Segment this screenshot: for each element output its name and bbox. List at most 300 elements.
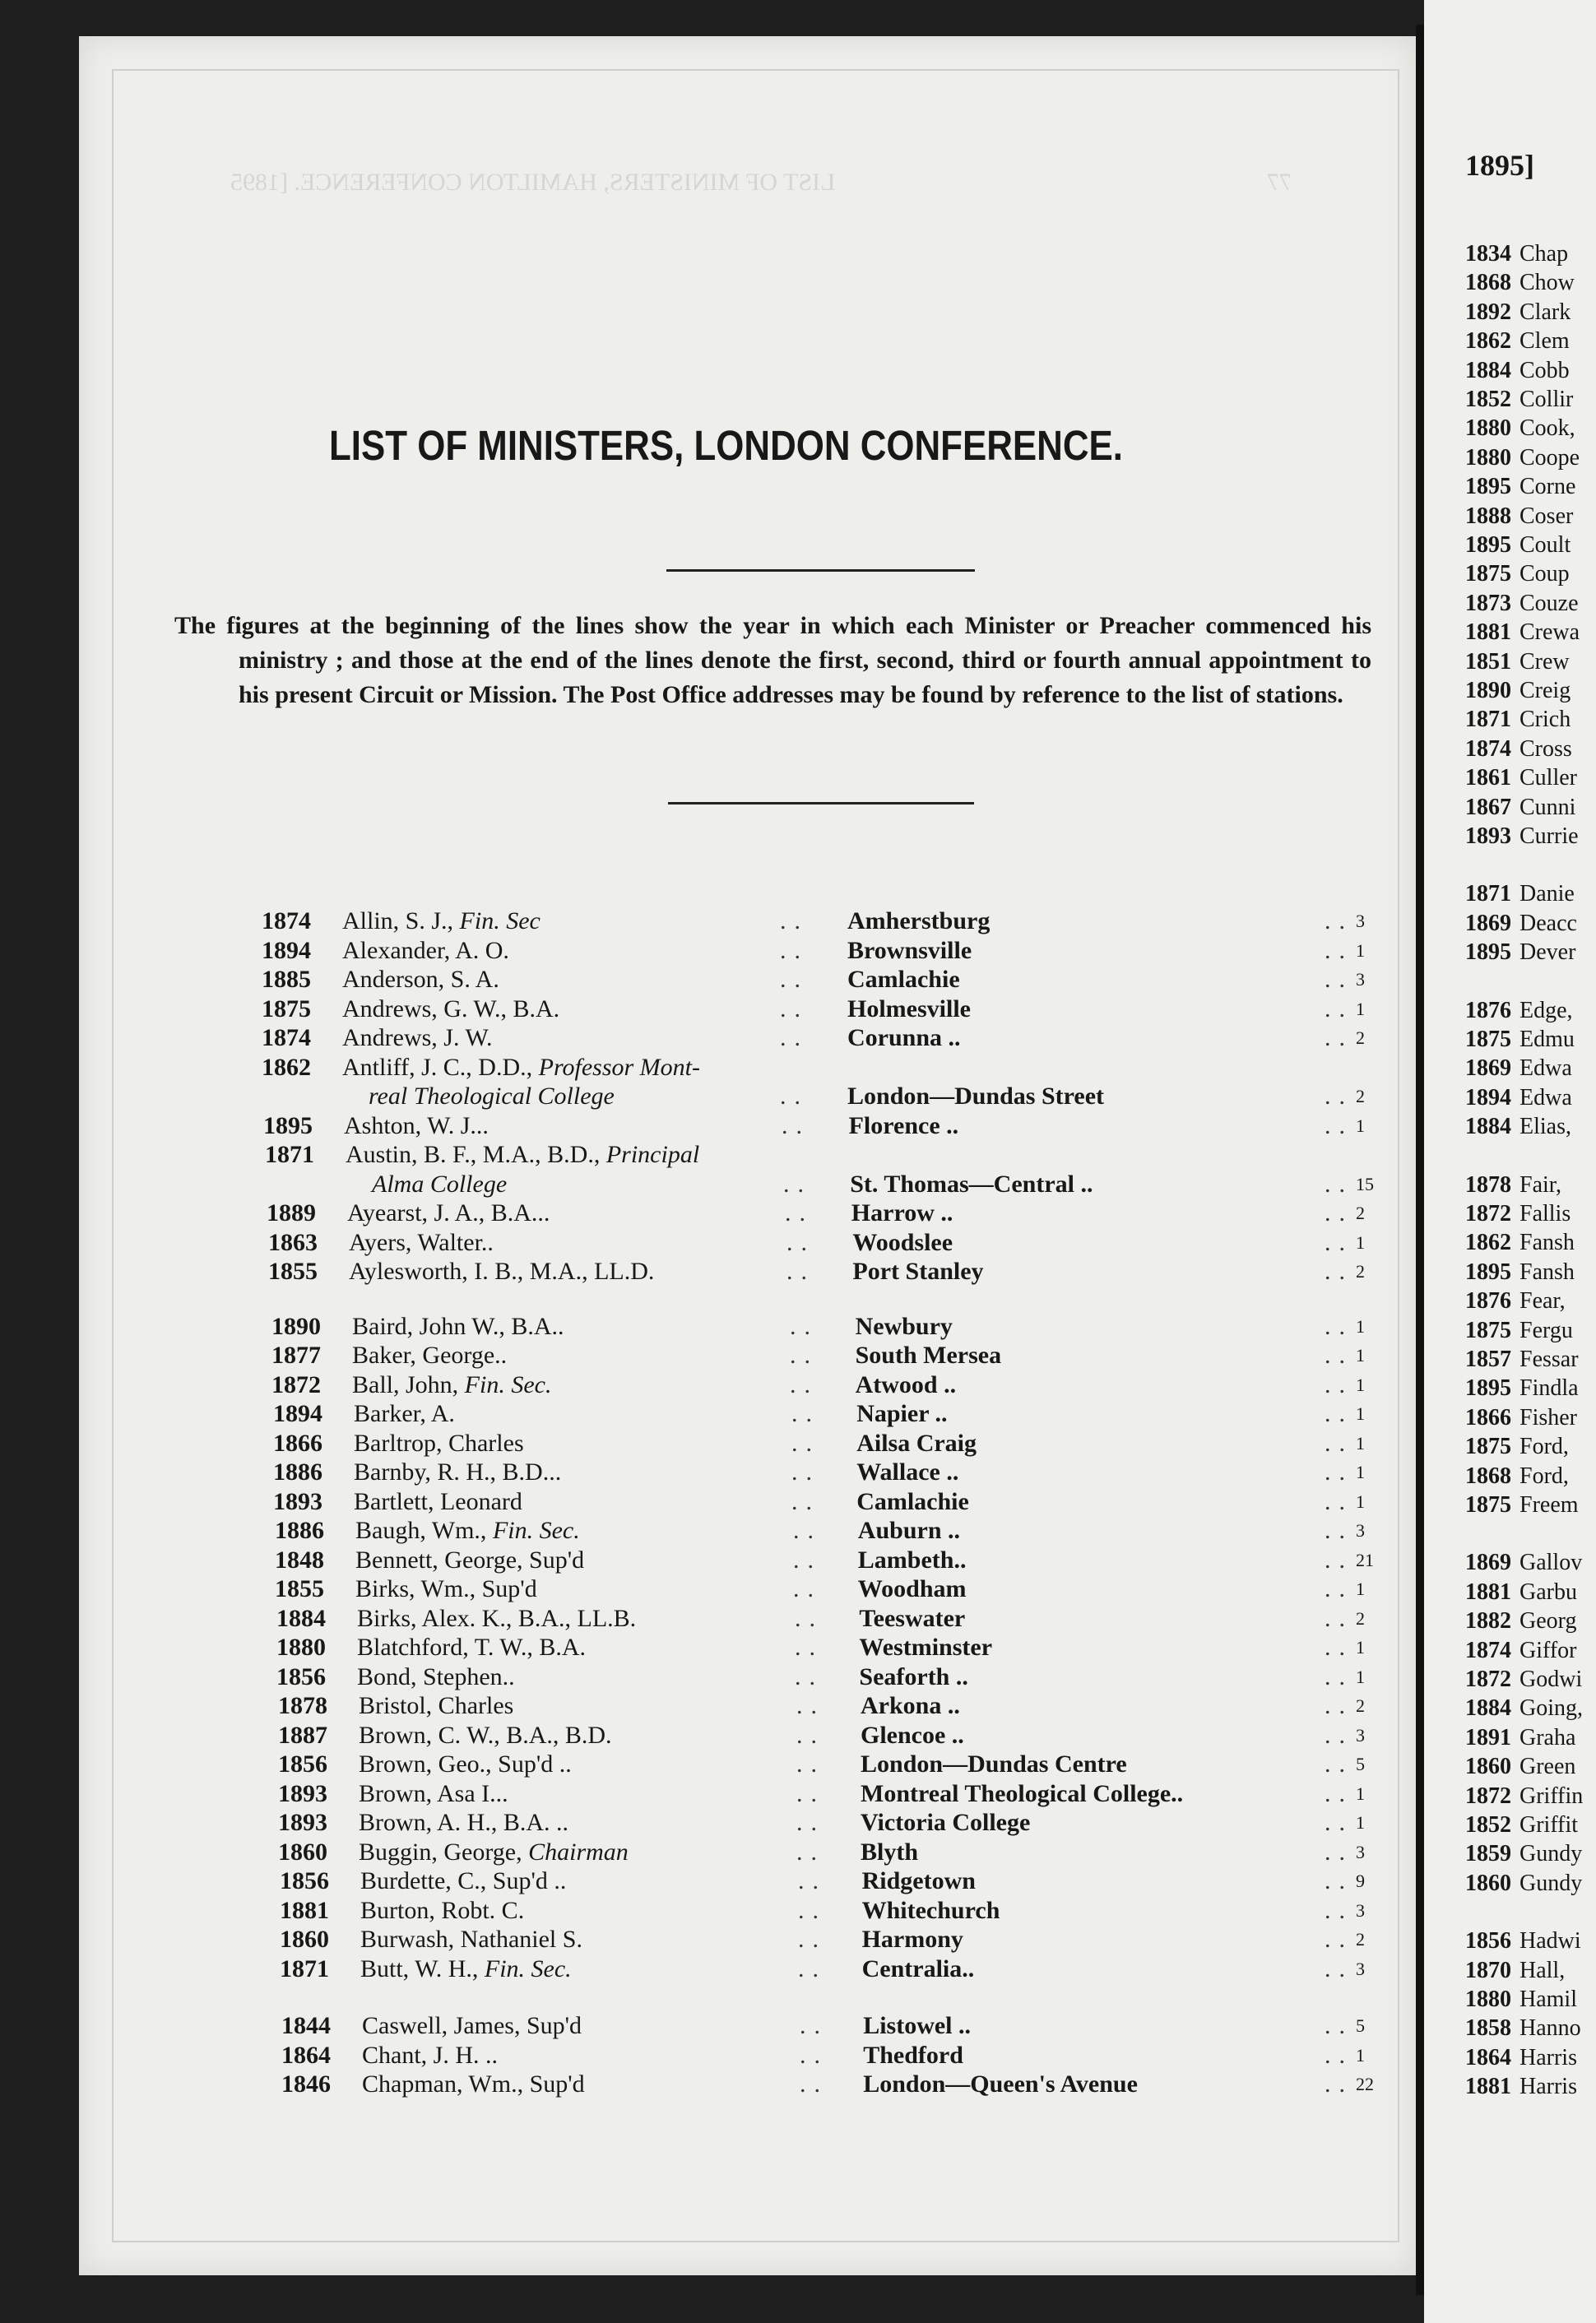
entry-station: St. Thomas—Central .. bbox=[850, 1171, 1093, 1198]
right-page-name: Garbu bbox=[1519, 1579, 1577, 1605]
right-page-year: 1881 bbox=[1465, 1579, 1511, 1605]
right-page-year: 1876 bbox=[1465, 997, 1511, 1023]
leader-dots: .. bbox=[1325, 1838, 1353, 1866]
entry-year: 1844 bbox=[281, 2012, 331, 2039]
entry-appointment: 2 bbox=[1356, 1027, 1365, 1048]
entry-role: Fin. Sec. bbox=[464, 1371, 552, 1398]
right-page-row bbox=[1465, 1259, 1575, 1287]
right-page-row bbox=[1465, 1433, 1569, 1461]
right-page-row bbox=[1465, 794, 1575, 822]
right-page-name: Hamil bbox=[1519, 1987, 1577, 2012]
right-page-row bbox=[1465, 299, 1570, 327]
entry-appointment: 1 bbox=[1356, 1403, 1365, 1424]
right-page-row bbox=[1465, 269, 1575, 297]
right-page-row bbox=[1465, 1753, 1575, 1781]
entry-appointment: 2 bbox=[1356, 1086, 1365, 1106]
entry-year: 1894 bbox=[273, 1400, 322, 1427]
leader-dots: .. bbox=[1325, 907, 1353, 934]
right-page-name: Fisher bbox=[1519, 1404, 1577, 1430]
right-page-year: 1857 bbox=[1465, 1347, 1511, 1372]
right-page-year: 1856 bbox=[1465, 1928, 1511, 1954]
entry-year: 1860 bbox=[278, 1838, 327, 1866]
entry-name: Brown, A. H., B.A. .. bbox=[359, 1809, 569, 1836]
entry-year: 1886 bbox=[273, 1458, 322, 1486]
right-page-row bbox=[1465, 1724, 1575, 1752]
right-page-year: 1884 bbox=[1465, 1695, 1511, 1722]
entry-name: Burwash, Nathaniel S. bbox=[360, 1926, 582, 1953]
right-page-row bbox=[1465, 1463, 1569, 1491]
entry-name: Caswell, James, Sup'd bbox=[362, 2012, 582, 2039]
minister-row bbox=[268, 1228, 1374, 1258]
entry-role: real Theological College bbox=[369, 1083, 615, 1110]
entry-station: Camlachie bbox=[847, 966, 960, 993]
leader-dots: .. bbox=[796, 1809, 825, 1836]
leader-dots: .. bbox=[1325, 1634, 1353, 1661]
entry-year: 1864 bbox=[281, 2042, 331, 2069]
entry-station: Brownsville bbox=[847, 937, 972, 964]
right-page-year: 1852 bbox=[1465, 1812, 1511, 1838]
right-page-row bbox=[1465, 1491, 1579, 1519]
leader-dots: .. bbox=[1325, 1342, 1353, 1369]
entry-name: Bartlett, Leonard bbox=[354, 1488, 522, 1515]
entry-appointment: 2 bbox=[1356, 1608, 1365, 1629]
right-page-year: 1874 bbox=[1465, 735, 1511, 762]
right-page-name: Cook, bbox=[1519, 415, 1575, 442]
leader-dots: .. bbox=[786, 1258, 815, 1285]
right-page-name: Fear, bbox=[1519, 1288, 1566, 1315]
minister-row bbox=[267, 1199, 1374, 1228]
right-page-row bbox=[1465, 1927, 1581, 1955]
right-page-row bbox=[1465, 2073, 1577, 2101]
minister-row bbox=[273, 1429, 1374, 1458]
right-page-year: 1890 bbox=[1465, 678, 1511, 703]
right-page-year: 1880 bbox=[1465, 415, 1511, 442]
right-page-year: 1860 bbox=[1465, 1870, 1511, 1896]
entry-role: Professor Mont- bbox=[538, 1054, 701, 1081]
minister-row bbox=[280, 1925, 1374, 1954]
leader-dots: .. bbox=[1325, 1258, 1353, 1285]
entry-year: 1860 bbox=[280, 1926, 329, 1953]
entry-name: Alexander, A. O. bbox=[342, 937, 509, 964]
minister-row bbox=[262, 1023, 1374, 1053]
right-page-row bbox=[1465, 2015, 1581, 2042]
minister-row bbox=[265, 1170, 1374, 1199]
leader-dots: .. bbox=[1325, 2070, 1353, 2098]
right-page-name: Edwa bbox=[1519, 1084, 1572, 1110]
entry-name: Birks, Alex. K., B.A., LL.B. bbox=[357, 1605, 637, 1632]
entry-name: Birks, Wm., Sup'd bbox=[355, 1575, 537, 1602]
leader-dots: .. bbox=[780, 937, 809, 964]
right-page-year: 1862 bbox=[1465, 328, 1511, 355]
right-page-row bbox=[1465, 1084, 1572, 1112]
entry-appointment: 3 bbox=[1356, 1520, 1365, 1541]
right-page-name: Cobb bbox=[1519, 357, 1570, 383]
leader-dots: .. bbox=[1325, 1780, 1353, 1807]
leader-dots: .. bbox=[780, 907, 809, 934]
entry-appointment: 1 bbox=[1356, 1491, 1365, 1512]
right-page-name: Harris bbox=[1519, 2074, 1577, 2100]
entry-name: Brown, C. W., B.A., B.D. bbox=[359, 1722, 612, 1749]
entry-appointment: 3 bbox=[1356, 1900, 1365, 1921]
leader-dots: .. bbox=[1325, 1897, 1353, 1924]
minister-row bbox=[262, 936, 1374, 966]
minister-row bbox=[275, 1546, 1374, 1575]
entry-year: 1878 bbox=[278, 1692, 327, 1719]
right-page-name: Gundy bbox=[1519, 1841, 1583, 1867]
leader-dots: .. bbox=[796, 1692, 825, 1719]
minister-row bbox=[273, 1399, 1374, 1429]
entry-year: 1881 bbox=[280, 1897, 329, 1924]
right-page-year: 1875 bbox=[1465, 561, 1511, 587]
entry-station: Woodslee bbox=[852, 1229, 953, 1256]
entry-appointment: 1 bbox=[1356, 1316, 1365, 1337]
minister-row bbox=[265, 1140, 1374, 1170]
entry-appointment: 3 bbox=[1356, 1959, 1365, 1979]
entry-name bbox=[372, 1170, 507, 1199]
right-page-row bbox=[1465, 1870, 1582, 1898]
entry-year: 1848 bbox=[275, 1546, 324, 1574]
entry-name: Andrews, J. W. bbox=[342, 1024, 493, 1051]
minister-row bbox=[281, 2041, 1374, 2070]
entry-name: Brown, Geo., Sup'd .. bbox=[359, 1750, 572, 1778]
right-page-row bbox=[1465, 240, 1568, 268]
right-page-name: Gundy bbox=[1519, 1870, 1583, 1896]
right-page-year: 1868 bbox=[1465, 270, 1511, 296]
ghost-page-number: 77 bbox=[1267, 169, 1292, 196]
entry-station: Centralia.. bbox=[861, 1955, 975, 1982]
entry-year: 1871 bbox=[265, 1141, 314, 1168]
right-page-name: Fallis bbox=[1519, 1201, 1571, 1226]
entry-appointment: 2 bbox=[1356, 1203, 1365, 1223]
minister-row bbox=[278, 1779, 1374, 1809]
page-title: LIST OF MINISTERS, LONDON CONFERENCE. bbox=[329, 422, 1123, 469]
minister-row bbox=[280, 1896, 1374, 1926]
entry-station: Auburn .. bbox=[857, 1517, 961, 1544]
entry-year: 1893 bbox=[278, 1809, 327, 1836]
right-page-name: Chow bbox=[1519, 270, 1575, 296]
leader-dots: .. bbox=[1325, 1750, 1353, 1778]
entry-appointment: 1 bbox=[1356, 1579, 1365, 1599]
leader-dots: .. bbox=[793, 1517, 822, 1544]
right-page-row bbox=[1465, 910, 1577, 938]
right-page-name: Coup bbox=[1519, 561, 1570, 587]
right-page-name: Going, bbox=[1519, 1695, 1583, 1722]
leader-dots: .. bbox=[780, 1024, 809, 1051]
entry-name: Bristol, Charles bbox=[359, 1692, 514, 1719]
entry-year: 1895 bbox=[263, 1112, 313, 1139]
right-page-year: 1859 bbox=[1465, 1841, 1511, 1867]
right-page-name: Clem bbox=[1519, 328, 1570, 355]
entry-name: Bond, Stephen.. bbox=[357, 1663, 515, 1690]
entry-year: 1890 bbox=[271, 1313, 321, 1340]
leader-dots: .. bbox=[1325, 995, 1353, 1022]
minister-row bbox=[262, 1053, 1374, 1083]
entry-appointment: 5 bbox=[1356, 1754, 1365, 1774]
entry-appointment: 2 bbox=[1356, 1261, 1365, 1282]
entry-year: 1846 bbox=[281, 2070, 331, 2098]
right-page-year: 1872 bbox=[1465, 1667, 1511, 1692]
leader-dots: .. bbox=[1325, 1867, 1353, 1894]
entry-appointment: 3 bbox=[1356, 1842, 1365, 1862]
minister-row bbox=[281, 2070, 1374, 2099]
right-page-year: 1873 bbox=[1465, 590, 1511, 616]
right-page-row bbox=[1465, 1229, 1575, 1257]
right-page-row bbox=[1465, 1375, 1579, 1403]
entry-station: Wallace .. bbox=[856, 1458, 959, 1486]
right-page-name: Green bbox=[1519, 1754, 1576, 1780]
right-page-row bbox=[1465, 939, 1575, 967]
minister-row bbox=[280, 1866, 1374, 1896]
right-page-name: Fergu bbox=[1519, 1317, 1573, 1343]
leader-dots: .. bbox=[791, 1430, 820, 1457]
entry-station: Ridgetown bbox=[861, 1867, 976, 1894]
right-page-name: Griffit bbox=[1519, 1812, 1579, 1838]
right-page-year: 1869 bbox=[1465, 1550, 1511, 1576]
right-page-name: Godwi bbox=[1519, 1667, 1583, 1692]
entry-role: Chairman bbox=[528, 1838, 629, 1866]
right-page-row bbox=[1465, 1695, 1583, 1723]
entry-station: Westminster bbox=[859, 1634, 993, 1661]
right-page-row bbox=[1465, 2044, 1577, 2072]
entry-name: Austin, B. F., M.A., B.D., Principal bbox=[346, 1141, 700, 1168]
right-page-name: Graha bbox=[1519, 1724, 1576, 1750]
entry-year: 1866 bbox=[273, 1430, 322, 1457]
leader-dots: .. bbox=[795, 1605, 824, 1632]
title-rule bbox=[666, 569, 975, 572]
right-page-year: 1861 bbox=[1465, 765, 1511, 791]
right-page-year: 1895 bbox=[1465, 532, 1511, 558]
entry-appointment: 3 bbox=[1356, 969, 1365, 990]
entry-year: 1894 bbox=[262, 937, 311, 964]
right-page-row bbox=[1465, 706, 1570, 734]
right-page-row bbox=[1465, 386, 1573, 414]
leader-dots: .. bbox=[1325, 1430, 1353, 1457]
leader-dots: .. bbox=[798, 1926, 827, 1953]
right-page-year: 1871 bbox=[1465, 881, 1511, 907]
entry-name: Ayearst, J. A., B.A... bbox=[347, 1199, 550, 1226]
right-page-name: Crich bbox=[1519, 707, 1571, 733]
entry-name: Blatchford, T. W., B.A. bbox=[357, 1634, 587, 1661]
minister-row bbox=[275, 1516, 1374, 1546]
entry-name: Barker, A. bbox=[354, 1400, 455, 1427]
entry-appointment: 9 bbox=[1356, 1871, 1365, 1891]
entry-name: Barnby, R. H., B.D... bbox=[354, 1458, 562, 1486]
right-page-row bbox=[1465, 997, 1573, 1025]
entry-year: 1875 bbox=[262, 995, 311, 1022]
entry-appointment: 1 bbox=[1356, 1667, 1365, 1687]
right-page-row bbox=[1465, 677, 1570, 705]
right-page-year: 1869 bbox=[1465, 1055, 1511, 1082]
leader-dots: .. bbox=[800, 2042, 828, 2069]
right-page-name: Coser bbox=[1519, 503, 1574, 529]
right-page-year: 1894 bbox=[1465, 1084, 1511, 1110]
leader-dots: .. bbox=[782, 1112, 810, 1139]
entry-station: Glencoe .. bbox=[861, 1722, 964, 1749]
right-page-year: 1834 bbox=[1465, 241, 1511, 267]
entry-name: Brown, Asa I... bbox=[359, 1780, 508, 1807]
leader-dots: .. bbox=[1325, 1517, 1353, 1544]
entry-name: Burdette, C., Sup'd .. bbox=[360, 1867, 567, 1894]
right-page-row bbox=[1465, 1317, 1573, 1345]
entry-appointment: 1 bbox=[1356, 1345, 1365, 1366]
right-page-row bbox=[1465, 823, 1579, 851]
entry-year: 1863 bbox=[268, 1229, 318, 1256]
minister-row bbox=[271, 1341, 1374, 1370]
entry-station: Teeswater bbox=[859, 1605, 966, 1632]
entry-name: Andrews, G. W., B.A. bbox=[342, 995, 560, 1022]
right-page-row bbox=[1465, 764, 1577, 792]
right-page-row bbox=[1465, 1957, 1565, 1985]
entry-role: Alma College bbox=[372, 1171, 508, 1198]
leader-dots: .. bbox=[1325, 1371, 1353, 1398]
right-page-year: 1880 bbox=[1465, 444, 1511, 471]
right-page-row bbox=[1465, 531, 1570, 559]
leader-dots: .. bbox=[790, 1342, 819, 1369]
right-page-year: 1878 bbox=[1465, 1171, 1511, 1198]
right-page-row bbox=[1465, 735, 1572, 763]
right-page-row bbox=[1465, 1637, 1576, 1665]
right-page-row bbox=[1465, 1404, 1577, 1432]
right-page-row bbox=[1465, 619, 1580, 647]
right-page-name: Clark bbox=[1519, 299, 1571, 325]
entry-year: 1886 bbox=[275, 1517, 324, 1544]
entry-appointment: 1 bbox=[1356, 1462, 1365, 1482]
right-page-name: Deacc bbox=[1519, 910, 1577, 936]
minister-row bbox=[278, 1750, 1374, 1779]
right-page-row bbox=[1465, 1346, 1579, 1374]
entry-appointment: 3 bbox=[1356, 911, 1365, 931]
leader-dots: .. bbox=[791, 1488, 820, 1515]
leader-dots: .. bbox=[1325, 1171, 1353, 1198]
right-page-row bbox=[1465, 1113, 1571, 1141]
right-page-name: Fair, bbox=[1519, 1171, 1561, 1198]
right-page-year: 1869 bbox=[1465, 910, 1511, 936]
right-page-name: Crew bbox=[1519, 648, 1570, 675]
entry-appointment: 5 bbox=[1356, 2015, 1365, 2036]
right-page-name: Harris bbox=[1519, 2044, 1577, 2070]
leader-dots: .. bbox=[1325, 2042, 1353, 2069]
entry-appointment: 22 bbox=[1356, 2074, 1374, 2094]
right-page-year: 1884 bbox=[1465, 1114, 1511, 1140]
right-page-row bbox=[1465, 590, 1579, 618]
right-page-row bbox=[1465, 1607, 1576, 1635]
leader-dots: .. bbox=[1325, 1955, 1353, 1982]
right-page-year: 1881 bbox=[1465, 2074, 1511, 2100]
leader-dots: .. bbox=[1325, 1605, 1353, 1632]
entry-station: Seaforth .. bbox=[859, 1663, 968, 1690]
entry-station: Napier .. bbox=[856, 1400, 948, 1427]
entry-role: Fin. Sec. bbox=[492, 1517, 580, 1544]
right-page-year: 1875 bbox=[1465, 1492, 1511, 1518]
entry-name: Ashton, W. J... bbox=[344, 1112, 489, 1139]
entry-name bbox=[369, 1082, 615, 1111]
right-page-year: 1888 bbox=[1465, 503, 1511, 529]
leader-dots: .. bbox=[1325, 1024, 1353, 1051]
right-page-name: Hanno bbox=[1519, 2015, 1581, 2042]
minister-row bbox=[271, 1312, 1374, 1342]
entry-station: South Mersea bbox=[855, 1342, 1002, 1369]
entry-appointment: 1 bbox=[1356, 1637, 1365, 1658]
entry-year: 1893 bbox=[273, 1488, 322, 1515]
right-page-name: Couze bbox=[1519, 590, 1579, 616]
ghost-header: LIST OF MINISTERS, HAMILTON CONFERENCE. [1895 bbox=[230, 169, 836, 196]
right-page-row bbox=[1465, 1026, 1575, 1054]
entry-station: Blyth bbox=[861, 1838, 919, 1866]
entry-station: Amherstburg bbox=[847, 907, 991, 934]
minister-row bbox=[278, 1838, 1374, 1867]
right-page-name: Crewa bbox=[1519, 619, 1580, 646]
leader-dots: .. bbox=[1325, 2012, 1353, 2039]
leader-dots: .. bbox=[796, 1722, 825, 1749]
minister-row bbox=[262, 965, 1374, 995]
entry-year: 1885 bbox=[262, 966, 311, 993]
right-page-year: 1852 bbox=[1465, 387, 1511, 412]
right-page-name: Dever bbox=[1519, 939, 1576, 966]
entry-appointment: 1 bbox=[1356, 1115, 1365, 1136]
entry-name: Chapman, Wm., Sup'd bbox=[362, 2070, 585, 2098]
minister-row bbox=[271, 1370, 1374, 1400]
right-page-year: 1875 bbox=[1465, 1027, 1511, 1052]
minister-row bbox=[280, 1954, 1374, 1984]
right-page-name: Freem bbox=[1519, 1492, 1579, 1518]
right-page-year: 1860 bbox=[1465, 1754, 1511, 1780]
entry-station: Ailsa Craig bbox=[856, 1430, 977, 1457]
right-page-name: Coope bbox=[1519, 444, 1580, 471]
leader-dots: .. bbox=[1325, 1199, 1353, 1226]
right-page-name: Georg bbox=[1519, 1608, 1577, 1634]
entry-station: Corunna .. bbox=[847, 1024, 961, 1051]
entry-year: 1855 bbox=[268, 1258, 318, 1285]
right-page-year: 1881 bbox=[1465, 619, 1511, 646]
right-page-year: 1870 bbox=[1465, 1957, 1511, 1983]
right-page-name: Fansh bbox=[1519, 1230, 1575, 1256]
entry-appointment: 21 bbox=[1356, 1550, 1374, 1570]
right-page-row bbox=[1465, 1986, 1577, 2014]
right-page-year: 1895 bbox=[1465, 939, 1511, 966]
entry-appointment: 1 bbox=[1356, 1375, 1365, 1395]
entry-appointment: 1 bbox=[1356, 940, 1365, 961]
right-page-name: Edge, bbox=[1519, 997, 1573, 1023]
right-page-name: Coult bbox=[1519, 532, 1571, 558]
leader-dots: .. bbox=[796, 1750, 825, 1778]
entry-year: 1855 bbox=[275, 1575, 324, 1602]
right-page-year: 1872 bbox=[1465, 1201, 1511, 1226]
entry-station: Thedford bbox=[863, 2042, 963, 2069]
right-page-year: 1866 bbox=[1465, 1404, 1511, 1430]
right-page-year: 1880 bbox=[1465, 1987, 1511, 2012]
entry-year: 1877 bbox=[271, 1342, 321, 1369]
right-page-name: Cunni bbox=[1519, 794, 1576, 820]
entry-year: 1884 bbox=[276, 1605, 326, 1632]
right-page-name: Cross bbox=[1519, 735, 1572, 762]
leader-dots: .. bbox=[796, 1780, 825, 1807]
entry-year: 1862 bbox=[262, 1054, 311, 1081]
right-page-year: 1876 bbox=[1465, 1288, 1511, 1315]
right-page-name: Edmu bbox=[1519, 1027, 1575, 1052]
minister-row bbox=[263, 1111, 1374, 1141]
entry-station: Port Stanley bbox=[852, 1258, 984, 1285]
right-page-row bbox=[1465, 648, 1570, 676]
right-page-row bbox=[1465, 503, 1573, 531]
leader-dots: .. bbox=[791, 1458, 820, 1486]
entry-name: Ball, John, Fin. Sec. bbox=[352, 1371, 552, 1398]
entry-appointment: 2 bbox=[1356, 1695, 1365, 1716]
entry-year: 1872 bbox=[271, 1371, 321, 1398]
leader-dots: .. bbox=[1325, 1926, 1353, 1953]
entry-name: Baker, George.. bbox=[352, 1342, 508, 1369]
entry-appointment: 15 bbox=[1356, 1174, 1374, 1194]
right-page-header: 1895] bbox=[1465, 149, 1534, 182]
